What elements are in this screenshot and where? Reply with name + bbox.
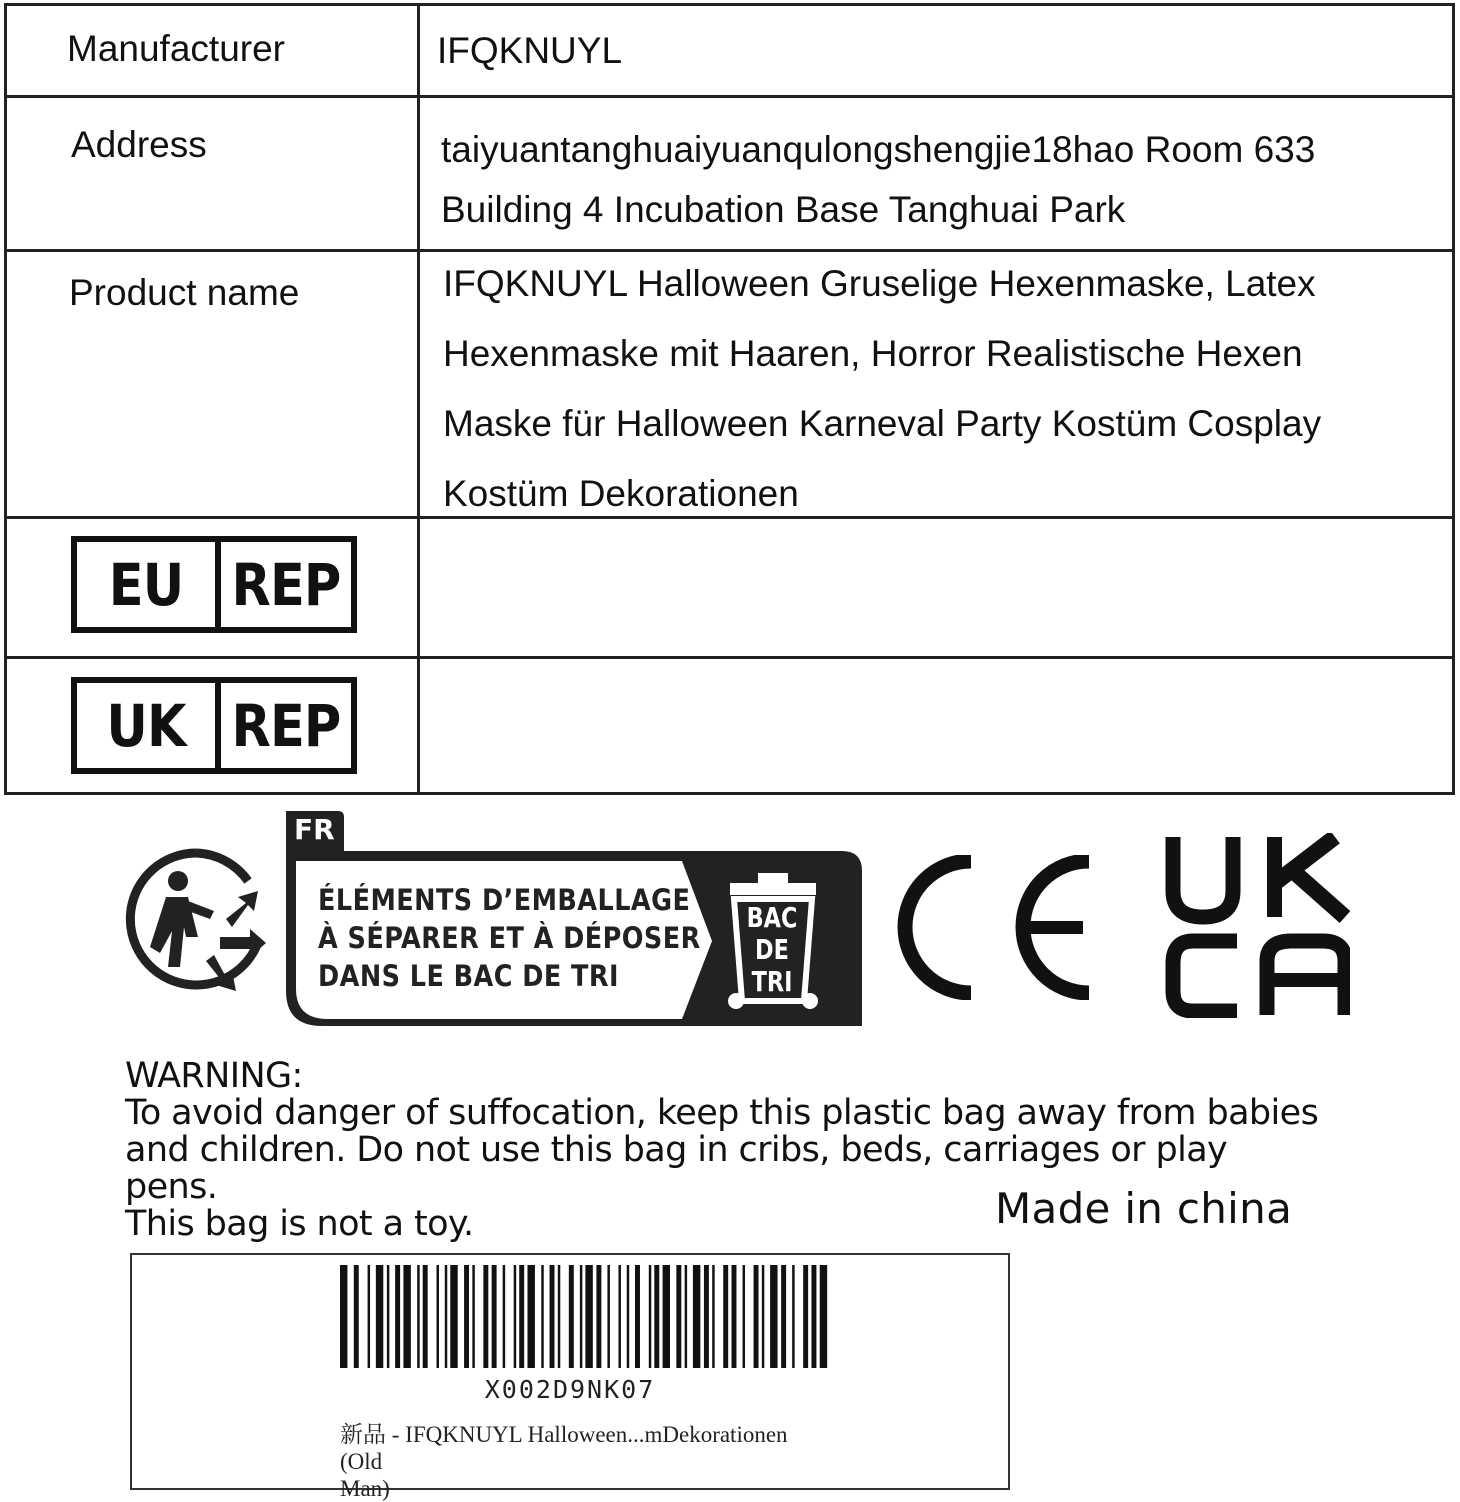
warning-line: This bag is not a toy.	[125, 1204, 474, 1244]
fnsku-code: X002D9NK07	[484, 1375, 656, 1404]
barcode-bar	[541, 1265, 543, 1368]
barcode-bar	[792, 1265, 794, 1368]
barcode-bar	[676, 1265, 681, 1368]
product-name-line: Hexenmaske mit Haaren, Horror Realistische Hexen	[443, 333, 1303, 374]
fr-tag: FR	[294, 813, 335, 846]
product-name-value	[443, 249, 1433, 529]
barcode-bar	[472, 1265, 474, 1368]
barcode-bar	[596, 1265, 601, 1368]
eu-rep-right: REP	[231, 550, 341, 619]
barcode-bar	[580, 1265, 582, 1368]
product-name-label: Product name	[69, 272, 300, 313]
compliance-symbols	[0, 805, 1460, 1040]
address-line: taiyuantanghuaiyuanqulongshengjie18hao Room 633	[441, 129, 1316, 170]
uk-rep-row	[7, 659, 1452, 795]
product-name-line: Kostüm Dekorationen	[443, 473, 799, 514]
product-name-row	[7, 252, 1452, 519]
barcode-bar	[423, 1265, 428, 1368]
barcode-bar	[618, 1265, 620, 1368]
eu-rep-left: EU	[108, 550, 184, 619]
barcode-bar	[569, 1265, 574, 1368]
barcode-icon	[340, 1265, 828, 1368]
barcode-bar	[387, 1265, 389, 1368]
barcode-bar	[704, 1265, 709, 1368]
bin-text-line: BAC	[746, 901, 798, 934]
barcode-bar	[635, 1265, 640, 1368]
badge-divider	[215, 542, 221, 627]
barcode-bar	[803, 1265, 808, 1368]
address-value	[441, 120, 1441, 240]
barcode-bar	[503, 1265, 505, 1368]
fr-text-line: ÉLÉMENTS D’EMBALLAGE	[318, 883, 691, 917]
barcode-bar	[492, 1265, 497, 1368]
barcode-bar	[395, 1265, 400, 1368]
barcode-bar	[743, 1265, 745, 1368]
barcode-bar	[754, 1265, 759, 1368]
barcode-bar	[519, 1265, 524, 1368]
barcode-bar	[654, 1265, 659, 1368]
barcode-bar	[723, 1265, 728, 1368]
product-info-table	[4, 3, 1455, 795]
badge-divider	[215, 683, 221, 768]
barcode-bar	[527, 1265, 534, 1368]
barcode-description-line: Man)	[340, 1476, 390, 1501]
triman-recycling-icon	[122, 845, 270, 995]
manufacturer-row	[7, 6, 1452, 98]
manufacturer-value: IFQKNUYL	[437, 30, 623, 71]
manufacturer-label: Manufacturer	[67, 28, 285, 69]
barcode-bar	[820, 1265, 827, 1368]
barcode-bar	[558, 1265, 560, 1368]
barcode-bar	[693, 1265, 700, 1368]
barcode-bar	[483, 1265, 488, 1368]
bin-text-line: TRI	[751, 965, 793, 998]
eu-rep-row	[7, 519, 1452, 659]
fr-text-line: À SÉPARER ET À DÉPOSER	[318, 921, 701, 955]
eu-rep-badge	[71, 536, 357, 633]
made-in-text: Made in china	[995, 1184, 1293, 1233]
barcode-description-line: 新品 - IFQKNUYL Halloween...mDekorationen (Old	[340, 1422, 788, 1474]
barcode-bar	[403, 1265, 410, 1368]
address-label: Address	[71, 124, 207, 165]
product-name-line: Maske für Halloween Karneval Party Kostüm Cosplay	[443, 403, 1322, 444]
barcode-bar	[781, 1265, 786, 1368]
ce-mark-icon	[893, 855, 1093, 1000]
barcode-bar	[550, 1265, 555, 1368]
barcode-bar	[607, 1265, 609, 1368]
barcode-bar	[712, 1265, 714, 1368]
barcode-bar	[663, 1265, 670, 1368]
barcode-bar	[450, 1265, 457, 1368]
address-row	[7, 98, 1452, 252]
warning-line: and children. Do not use this bag in cribs, beds, carriages or play pens.	[125, 1130, 1228, 1207]
barcode-bar	[340, 1265, 347, 1368]
barcode-bar	[436, 1265, 438, 1368]
ukca-mark-icon	[1165, 833, 1350, 1018]
barcode-bar	[376, 1265, 383, 1368]
barcode-bar	[762, 1265, 764, 1368]
barcode-bar	[514, 1265, 516, 1368]
barcode-bar	[585, 1265, 592, 1368]
barcode-bar	[445, 1265, 447, 1368]
barcode-bar	[417, 1265, 419, 1368]
barcode-bar	[732, 1265, 737, 1368]
fnsku-barcode-label	[130, 1253, 1010, 1501]
barcode-bar	[811, 1265, 816, 1368]
barcode-bar	[627, 1265, 629, 1368]
barcode-bar	[770, 1265, 777, 1368]
barcode-bar	[368, 1265, 370, 1368]
uk-rep-right: REP	[231, 691, 341, 760]
barcode-description	[340, 1421, 800, 1502]
uk-rep-left: UK	[106, 691, 186, 760]
address-line: Building 4 Incubation Base Tanghuai Park	[441, 189, 1126, 230]
barcode-bar	[464, 1265, 469, 1368]
barcode-bar	[354, 1265, 359, 1368]
bin-text-line: DE	[755, 933, 789, 966]
fr-text-line: DANS LE BAC DE TRI	[318, 959, 619, 993]
barcode-bar	[649, 1265, 651, 1368]
product-name-line: IFQKNUYL Halloween Gruselige Hexenmaske, Latex	[443, 263, 1316, 304]
warning-heading: WARNING:	[125, 1056, 303, 1096]
warning-line: To avoid danger of suffocation, keep this plastic bag away from babies	[125, 1093, 1319, 1133]
uk-rep-badge	[71, 677, 357, 774]
barcode-bar	[685, 1265, 687, 1368]
